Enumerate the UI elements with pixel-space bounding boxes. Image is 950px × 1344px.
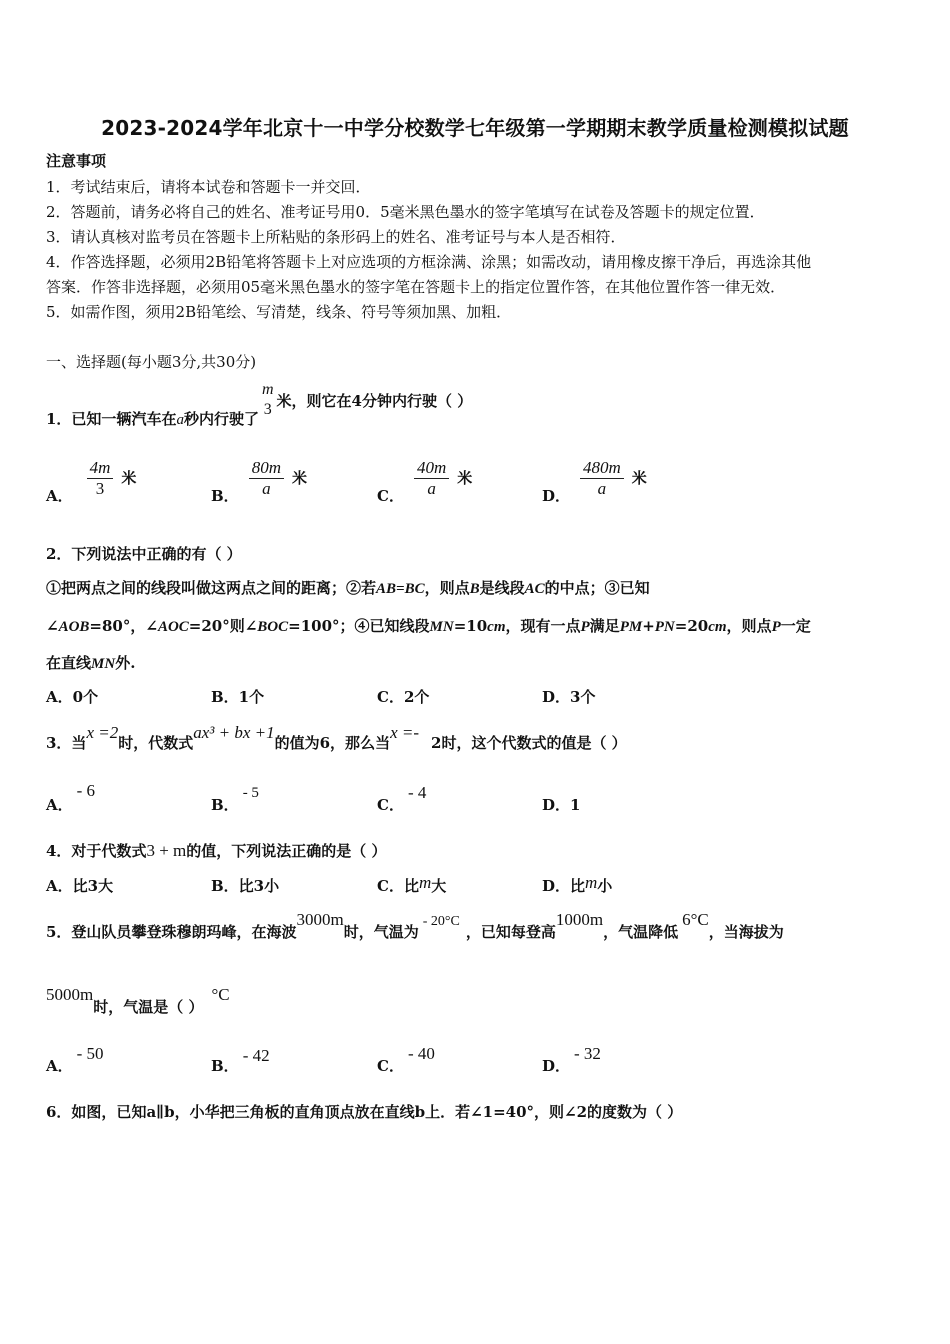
q4-option-d[interactable] (542, 873, 613, 896)
math: P (771, 619, 781, 635)
fraction-den: a (580, 478, 624, 499)
text: ，当海拔为 (708, 923, 784, 941)
option-label: C． (377, 486, 404, 505)
option-value: - 40 (407, 1044, 435, 1063)
text: 时，代数式 (118, 734, 194, 752)
option-value: - 4 (407, 783, 427, 802)
text: 时，气温为 (343, 923, 419, 941)
q3-option-b[interactable] (211, 785, 259, 816)
math: 3 + m (146, 841, 187, 860)
q1-fraction-num: m (261, 381, 274, 398)
option-text: C．比 (377, 877, 419, 895)
q1-fraction (259, 380, 277, 420)
q4-option-a[interactable]: A．比3大 (46, 877, 114, 895)
text: 5．登山队员攀登珠穆朗玛峰，在海波 (46, 923, 297, 941)
text: 的中点；③已知 (544, 579, 650, 597)
question-2-line-1 (46, 578, 650, 599)
question-6-stem: 6．如图，已知a∥b，小华把三角板的直角顶点放在直线b上．若∠1=40°，则∠2的度数为（ ） (46, 1103, 683, 1121)
q2-option-a[interactable]: A．0个 (46, 688, 99, 706)
question-2-line-2 (46, 616, 811, 637)
text: 2时，这个代数式的值是（ ） (431, 734, 627, 752)
text: 的值，下列说法正确的是（ ） (186, 842, 387, 860)
q1-fraction-den: 3 (263, 401, 272, 418)
q1-option-b[interactable] (211, 458, 307, 505)
text: ，气温降低 (603, 923, 679, 941)
question-2-stem: 2．下列说法中正确的有（ ） (46, 545, 242, 563)
q5-option-c[interactable] (377, 1044, 435, 1076)
text: =100°；④已知线段 (288, 617, 430, 635)
text: =20°则∠ (188, 617, 258, 635)
option-label: C． (377, 796, 404, 814)
text: =20 (674, 617, 709, 635)
notice-item: 5．如需作图，须用2B铅笔绘、写清楚，线条、符号等须加黑、加粗． (46, 303, 512, 321)
q3-option-d[interactable] (542, 795, 580, 815)
fraction-den: a (249, 478, 284, 499)
text: ，则点 (726, 617, 772, 635)
option-fraction (87, 458, 114, 499)
notice-item: 1．考试结束后，请将本试卷和答题卡一并交回． (46, 178, 371, 196)
option-label: C． (377, 1057, 404, 1075)
option-label: A． (46, 796, 73, 814)
option-label: A． (46, 486, 73, 505)
text: 满足 (589, 617, 620, 635)
text: 4．对于代数式 (46, 842, 147, 860)
option-unit: 米 (457, 468, 473, 487)
math: AC (524, 581, 545, 597)
text: ①把两点之间的线段叫做这两点之间的距离；②若 (46, 579, 377, 597)
fraction-num: 480m (583, 458, 621, 477)
q5-option-a[interactable] (46, 1044, 104, 1076)
section-heading: 一、选择题(每小题3分,共30分) (46, 353, 257, 371)
math: AOB (58, 619, 90, 635)
option-value: - 5 (242, 785, 259, 801)
fraction-den: a (414, 478, 449, 499)
q2-option-c[interactable]: C．2个 (377, 688, 430, 706)
math: AB=BC (376, 581, 425, 597)
notice-item: 3．请认真核对监考员在答题卡上所粘贴的条形码上的姓名、准考证号与本人是否相符． (46, 228, 626, 246)
text: 时，气温是（ ） (93, 998, 204, 1016)
q1-text: 秒内行驶了 (183, 410, 259, 428)
option-text: D．比 (542, 877, 586, 895)
math: 1000m (555, 910, 604, 929)
option-label: B． (211, 796, 239, 814)
math: MN (429, 619, 454, 635)
option-unit: 米 (121, 468, 137, 487)
math: 6°C (682, 910, 709, 929)
text: ∠ (46, 617, 59, 635)
question-4 (46, 841, 387, 861)
fraction-den: 3 (87, 478, 114, 499)
option-text: 大 (431, 877, 447, 895)
q4-option-b[interactable]: B．比3小 (211, 877, 280, 895)
math: PM (619, 619, 643, 635)
math: °C (211, 985, 230, 1004)
math: AOC (157, 619, 189, 635)
option-value: - 32 (574, 1044, 601, 1063)
option-value: - 42 (242, 1046, 270, 1065)
q1-option-a[interactable] (46, 458, 137, 505)
math: B (469, 581, 480, 597)
q2-option-d[interactable]: D．3个 (542, 688, 596, 706)
notice-item: 4．作答选择题，必须用2B铅笔将答题卡上对应选项的方框涂满、涂黑；如需改动，请用橡皮擦干净后，再选涂其他 (46, 253, 812, 271)
text: 3．当 (46, 734, 87, 752)
notice-item: 答案．作答非选择题，必须用05毫米黑色墨水的签字笔在答题卡上的指定位置作答，在其他位置作答一律无效． (46, 278, 786, 296)
option-value: - 50 (76, 1044, 104, 1063)
text: =10 (453, 617, 488, 635)
notice-heading: 注意事项 (46, 152, 107, 170)
math: - 20°C (422, 914, 460, 929)
text: 的值为6，那么当 (274, 734, 391, 752)
option-label: B． (211, 1057, 239, 1075)
q1-var-a: a (176, 412, 184, 428)
option-value: 1 (570, 796, 581, 814)
q1-option-d[interactable] (542, 458, 647, 505)
text: =80°，∠ (89, 617, 158, 635)
question-1 (46, 380, 473, 428)
text: 在直线 (46, 654, 92, 672)
option-label: A． (46, 1057, 73, 1075)
math: MN (91, 656, 116, 672)
option-label: D． (542, 796, 571, 814)
q4-option-c[interactable] (377, 873, 447, 896)
math: 5000m (46, 985, 94, 1004)
math: P (580, 619, 590, 635)
option-unit: 米 (291, 468, 307, 487)
text: + (642, 617, 655, 635)
page-title: 2023-2024学年北京十一中学分校数学七年级第一学期期末教学质量检测模拟试题 (101, 116, 849, 140)
text: ，现有一点 (505, 617, 581, 635)
math: cm (487, 619, 506, 635)
text: ，已知每登高 (465, 923, 556, 941)
q1-text: 米，则它在4分钟内行驶（ ） (276, 392, 473, 410)
fraction-num: 80m (251, 458, 281, 477)
question-2-line-3 (46, 653, 135, 674)
option-fraction (580, 458, 624, 499)
q1-option-c[interactable] (377, 458, 473, 505)
math: x =2 (86, 723, 119, 742)
math: m (418, 873, 432, 892)
q5-option-b[interactable] (211, 1046, 270, 1076)
math: PN (654, 619, 675, 635)
math: cm (708, 619, 727, 635)
question-5-line-2 (46, 985, 230, 1017)
fraction-num: 40m (416, 458, 447, 477)
option-label: D． (542, 1057, 571, 1075)
math: 3000m (296, 910, 344, 929)
question-3 (46, 723, 627, 753)
option-label: D． (542, 486, 571, 505)
option-value: - 6 (76, 781, 96, 800)
text: 一定 (780, 617, 811, 635)
q1-text: 1．已知一辆汽车在 (46, 410, 177, 428)
text: 是线段 (479, 579, 525, 597)
q2-option-b[interactable]: B．1个 (211, 688, 265, 706)
math: m (585, 873, 598, 892)
q3-option-a[interactable] (46, 781, 96, 815)
notice-item: 2．答题前，请务必将自己的姓名、准考证号用0．5毫米黑色墨水的签字笔填写在试卷及答题卡的规定位置． (46, 203, 765, 221)
q5-option-d[interactable] (542, 1044, 601, 1076)
q3-option-c[interactable] (377, 783, 427, 815)
question-5-line-1 (46, 910, 784, 944)
math: BOC (257, 619, 289, 635)
math: ax³ + bx +1 (193, 723, 275, 742)
option-text: 小 (597, 877, 613, 895)
option-label: B． (211, 486, 239, 505)
fraction-num: 4m (89, 458, 111, 477)
math: x =- (390, 723, 420, 742)
option-unit: 米 (631, 468, 647, 487)
text: 外. (115, 654, 136, 672)
text: ，则点 (424, 579, 470, 597)
option-fraction (249, 458, 284, 499)
option-fraction (414, 458, 449, 499)
